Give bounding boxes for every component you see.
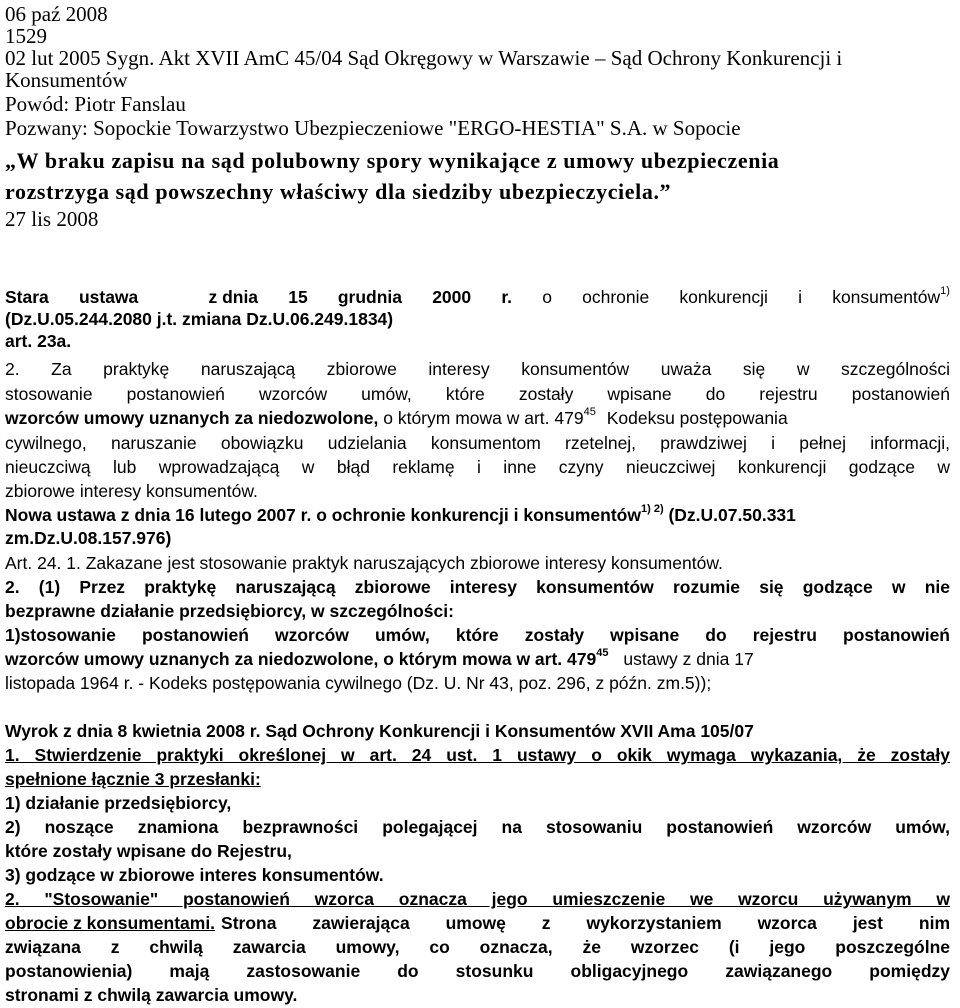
defendant-line: Pozwany: Sopockie Towarzystwo Ubezpieczeniowe "ERGO-HESTIA" S.A. w Sopocie — [5, 116, 741, 140]
date-line-2: 27 lis 2008 — [5, 207, 99, 231]
new-act-p1-line3: listopada 1964 r. - Kodeks postępowania cywilnego (Dz. U. Nr 43, poz. 296, z późn. zm.5)); — [5, 673, 712, 693]
old-act-reference: (Dz.U.05.244.2080 j.t. zmiana Dz.U.06.249.1834) — [5, 309, 394, 329]
old-act-title-word: konkurencji — [679, 287, 768, 307]
article-superscript: 45 — [596, 647, 609, 660]
old-act-title-word: ustawa — [78, 287, 139, 307]
old-act-title-word: 15 — [288, 287, 308, 307]
new-act-title-text: Nowa ustawa z dnia 16 lutego 2007 r. o ochronie konkurencji i konsumentów — [5, 505, 641, 525]
verdict-point2-line2 — [5, 913, 950, 934]
verdict-condition-1: 1) działanie przedsiębiorcy, — [5, 793, 232, 813]
verdict-text: Strona zawierająca umowę z wykorzystaniem wzorca jest nim — [221, 913, 950, 933]
old-act-title-word: o — [542, 287, 552, 307]
footnote-marker: 1) 2) — [640, 503, 664, 516]
new-act-title — [5, 505, 796, 526]
verdict-condition-2-line2: które zostały wpisane do Rejestru, — [5, 841, 292, 861]
new-act-reference: zm.Dz.U.08.157.976) — [5, 528, 172, 548]
old-act-text: o którym mowa w art. 479 — [378, 408, 584, 428]
old-act-title-word: ochronie — [582, 287, 650, 307]
case-line-continued: Konsumentów — [5, 68, 128, 92]
old-act-title-word: konsumentów — [832, 287, 941, 307]
old-act-title-word: Stara — [5, 287, 49, 307]
verdict-point2-line5: stronami z chwilą zawarcia umowy. — [5, 985, 298, 1005]
new-act-p2-line1: 2. (1) Przez praktykę naruszającą zbiorowe interesy konsumentów rozumie się godzące w nie — [5, 577, 950, 597]
verdict-point1-line2: spełnione łącznie 3 przesłanki: — [5, 769, 261, 789]
thesis-line-2: rozstrzyga sąd powszechny właściwy dla siedziby ubezpieczyciela.” — [5, 179, 672, 204]
old-act-title-word: z dnia — [208, 287, 259, 307]
verdict-point2-line3: związana z chwilą zawarcia umowy, co oznacza, że wzorzec (i jego poszczególne — [5, 937, 950, 957]
new-act-p2-line2: bezprawne działanie przedsiębiorcy, w szczególności: — [5, 601, 454, 621]
new-act-bold-phrase: wzorców umowy uznanych za niedozwolone, o którym mowa w art. 479 — [5, 649, 597, 669]
case-line: 02 lut 2005 Sygn. Akt XVII AmC 45/04 Sąd Okręgowy w Warszawie – Sąd Ochrony Konkurencji i — [5, 46, 843, 70]
plaintiff-line: Powód: Piotr Fanslau — [5, 92, 186, 116]
old-act-p2-line1: 2. Za praktykę naruszającą zbiorowe interesy konsumentów uważa się w szczególności — [5, 359, 950, 379]
thesis-line-1: „W braku zapisu na sąd polubowny spory wynikające z umowy ubezpieczenia — [5, 148, 780, 173]
old-act-text: Kodeksu postępowania — [601, 408, 788, 428]
old-act-title-word: grudnia — [337, 287, 403, 307]
old-act-title-word: i — [798, 287, 803, 307]
old-act-title-word: 2000 — [432, 287, 472, 307]
old-act-title-last — [832, 287, 950, 308]
verdict-point2-line4: postanowienia) mają zastosowanie do stosunku obligacyjnego zawiązanego pomiędzy — [5, 961, 950, 981]
old-act-article: art. 23a. — [5, 331, 72, 351]
article-superscript: 45 — [583, 406, 596, 419]
new-act-p1-line2 — [5, 649, 950, 670]
verdict-point2-line1: 2. "Stosowanie" postanowień wzorca oznacza jego umieszczenie we wzorcu używanym w — [5, 889, 950, 909]
old-act-p2-line6: zbiorowe interesy konsumentów. — [5, 481, 258, 501]
old-act-p2-line4: cywilnego, naruszanie obowiązku udzielania konsumentom rzetelnej, prawdziwej i pełnej informacji, — [5, 433, 950, 453]
old-act-p2-line3 — [5, 408, 788, 429]
old-act-p2-line5: nieuczciwą lub wprowadzającą w błąd reklamę i inne czyny nieuczciwej konkurencji godzące w — [5, 457, 950, 477]
verdict-condition-2-line1: 2) noszące znamiona bezprawności polegającej na stosowaniu postanowień wzorców umów, — [5, 817, 950, 837]
new-act-p1-line1: 1)stosowanie postanowień wzorców umów, które zostały wpisane do rejestru postanowień — [5, 625, 950, 645]
old-act-title-word: r. — [501, 287, 513, 307]
verdict-condition-3: 3) godzące w zbiorowe interes konsumentów. — [5, 865, 384, 885]
verdict-point1-line1: 1. Stwierdzenie praktyki określonej w art. 24 ust. 1 ustawy o okik wymaga wykazania, że zostały — [5, 745, 950, 765]
date-line-1: 06 paź 2008 — [5, 2, 108, 26]
new-act-art24: Art. 24. 1. Zakazane jest stosowanie praktyk naruszających zbiorowe interesy konsumentów. — [5, 553, 723, 573]
verdict-title: Wyrok z dnia 8 kwietnia 2008 r. Sąd Ochrony Konkurencji i Konsumentów XVII Ama 105/07 — [5, 721, 754, 741]
document-number: 1529 — [5, 24, 47, 48]
old-act-title — [5, 287, 950, 308]
old-act-bold-phrase: wzorców umowy uznanych za niedozwolone, — [5, 408, 379, 428]
old-act-p2-line2: stosowanie postanowień wzorców umów, które zostały wpisane do rejestru postanowień — [5, 384, 950, 404]
new-act-title-reference: (Dz.U.07.50.331 — [663, 505, 796, 525]
new-act-text: ustawy z dnia 17 — [618, 649, 754, 669]
footnote-marker: 1) — [940, 285, 950, 298]
verdict-underlined-phrase: obrocie z konsumentami. — [5, 913, 216, 933]
